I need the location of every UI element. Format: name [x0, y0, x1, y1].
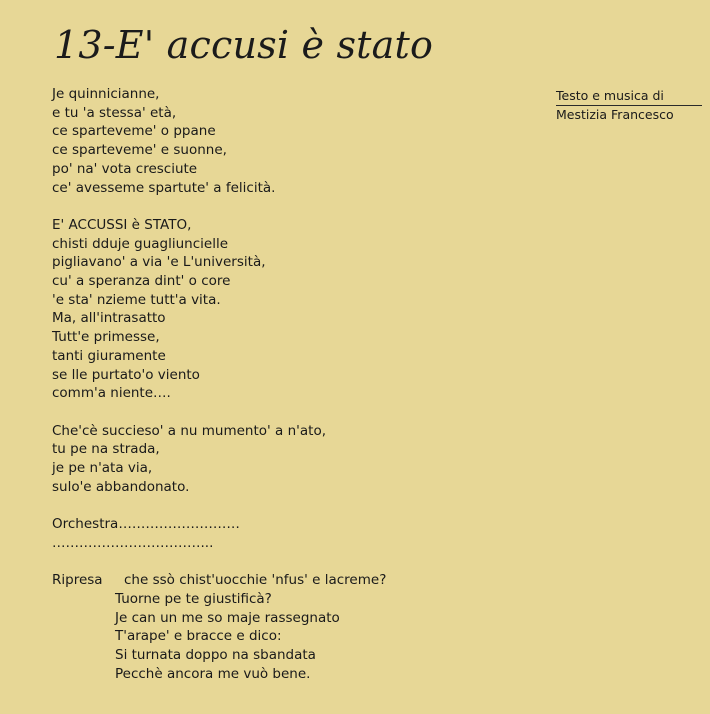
lyric-line: cu' a speranza dint' o core: [52, 273, 231, 290]
lyric-line: Che'cè succieso' a nu mumento' a n'ato,: [52, 422, 326, 439]
lyric-line: T'arape' e bracce e dico:: [115, 628, 282, 645]
credit-line: Mestizia Francesco: [556, 107, 674, 122]
lyric-line: Je can un me so maje rassegnato: [115, 609, 340, 626]
lyric-line: Tuorne pe te giustificà?: [115, 590, 272, 607]
stanza: [52, 515, 522, 552]
lyric-line: pigliavano' a via 'e L'università,: [52, 254, 266, 271]
lyric-line: comm'a niente….: [52, 385, 171, 402]
reprise-lines: [52, 571, 522, 683]
stanza: [52, 85, 522, 197]
lyric-line: e tu 'a stessa' età,: [52, 104, 177, 121]
lyric-line: E' ACCUSSI è STATO,: [52, 216, 192, 233]
lyric-line: Tutt'e primesse,: [52, 329, 160, 346]
lyric-line: chisti dduje guagliuncielle: [52, 235, 229, 252]
lyric-line: tu pe na strada,: [52, 441, 160, 458]
lyric-line: po' na' vota cresciute: [52, 160, 198, 177]
lyric-line: 'e sta' nzieme tutt'a vita.: [52, 291, 221, 308]
lyric-line: ce sparteveme' e suonne,: [52, 142, 227, 159]
lyric-line: Je quinnicianne,: [52, 86, 160, 102]
lyric-line: Ma, all'intrasatto: [52, 310, 166, 327]
lyric-line: je pe n'ata via,: [52, 460, 153, 477]
reprise-label: Ripresa: [52, 572, 103, 589]
lyric-line: ……………………………...: [52, 534, 214, 551]
song-title: 13-E' accusi è stato: [54, 23, 434, 67]
stanza: [52, 216, 522, 403]
lyric-line: Pecchè ancora me vuò bene.: [115, 665, 311, 682]
credit-line: Testo e musica di: [556, 87, 702, 106]
lyric-line: ce' avesseme spartute' a felicità.: [52, 179, 276, 196]
lyric-line: che ssò chist'uocchie 'nfus' e lacreme?: [124, 572, 387, 589]
lyric-line: se lle purtato'o viento: [52, 366, 200, 383]
credits: [556, 87, 702, 124]
lyric-line: Orchestra………………………: [52, 516, 240, 533]
lyrics-body: [52, 85, 522, 683]
lyric-line: Si turnata doppo na sbandata: [115, 647, 316, 664]
reprise-stanza: [52, 571, 522, 683]
lyric-line: ce sparteveme' o ppane: [52, 123, 216, 140]
stanza: [52, 422, 522, 497]
lyric-line: tanti giuramente: [52, 347, 166, 364]
lyric-line: sulo'e abbandonato.: [52, 478, 190, 495]
